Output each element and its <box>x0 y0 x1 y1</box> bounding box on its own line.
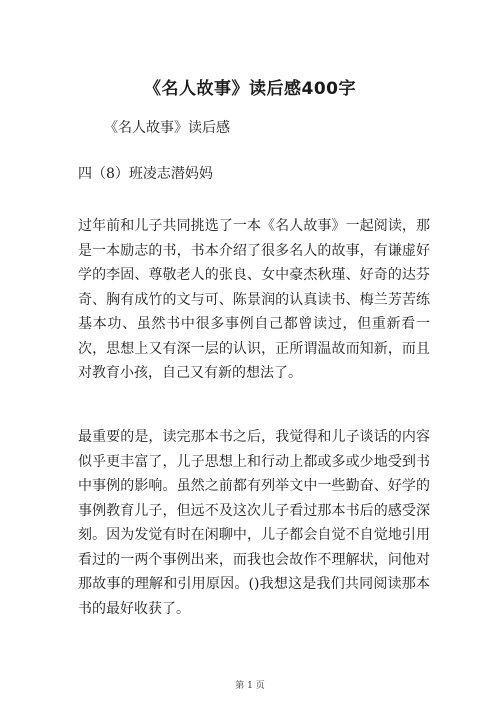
paragraph-2: 最重要的是，读完那本书之后，我觉得和儿子谈话的内容似乎更丰富了，儿子思想上和行动上都或多或少地受到书中事例的影响。虽然之前都有列举文中一些勤奋、好学的事例教育儿子，但远不及这次儿子看过那本书后的感受深刻。因为发觉有时在闲聊中，儿子都会自觉不自觉地引用看过的一两个事例出来，而我也会故作不理解状，问他对那故事的理解和引用原因。()我想这是我们共同阅读那本书的最好收获了。 <box>78 429 430 617</box>
document-title: 《名人故事》读后感400字 <box>144 79 356 99</box>
page-number: 第 1 页 <box>235 681 265 691</box>
author-label: 四（8）班凌志潜妈妈 <box>78 166 213 182</box>
paragraph-1: 过年前和儿子共同挑选了一本《名人故事》一起阅读，那是一本励志的书，书本介绍了很多名人的故事，有谦虚好学的李固、尊敬老人的张良、女中豪杰秋瑾、好奇的达芬奇、胸有成竹的文与可、陈景润的认真读书、梅兰芳苦练基本功、虽然书中很多事例自己都曾读过，但重新看一次，思想上又有深一层的认识，正所谓温故而知新，而且对教育小孩，自己又有新的想法了。 <box>78 218 430 381</box>
document-subtitle: 《名人故事》读后感 <box>104 120 230 136</box>
